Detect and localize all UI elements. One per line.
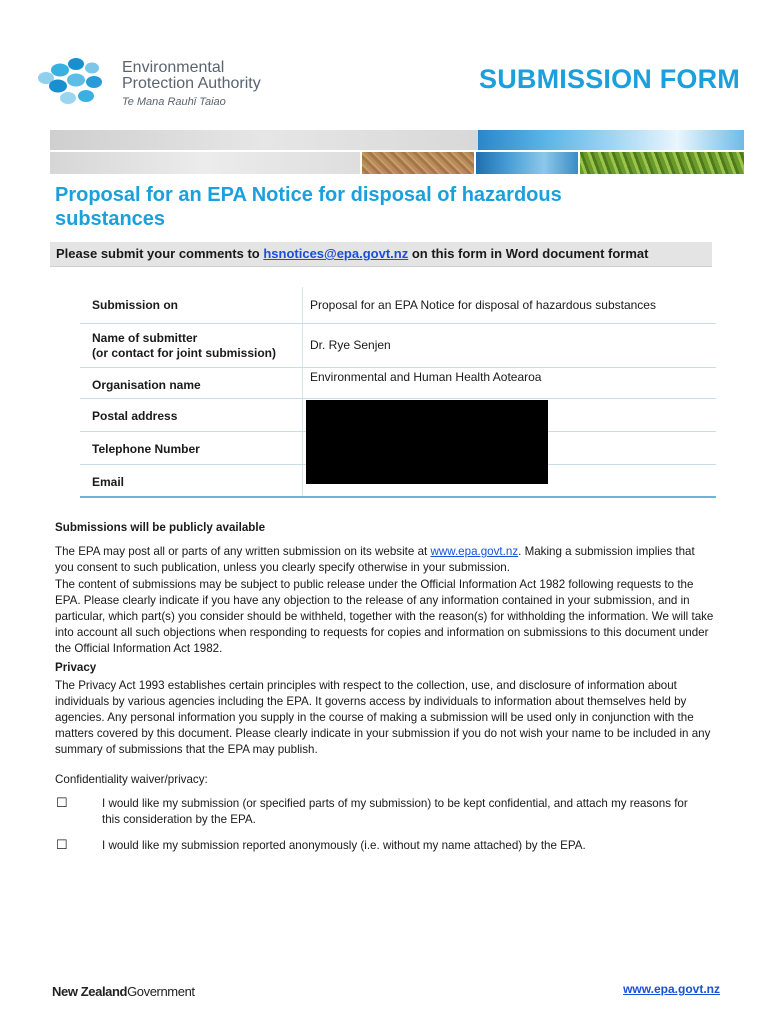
banner-band-bottom <box>50 152 360 174</box>
epa-website-link[interactable]: www.epa.govt.nz <box>430 545 519 558</box>
document-title: Proposal for an EPA Notice for disposal of hazardous substances <box>55 184 562 230</box>
submit-instruction <box>56 246 648 261</box>
value-submission-on[interactable]: Proposal for an EPA Notice for disposal of hazardous substances <box>310 298 656 312</box>
label-submitter-line2: (or contact for joint submission) <box>92 346 277 360</box>
table-row-submitter <box>80 324 716 368</box>
table-row-organisation <box>80 368 716 399</box>
waiver-label: Confidentiality waiver/privacy: <box>55 773 208 786</box>
epa-logo-icon <box>36 56 108 110</box>
form-title: SUBMISSION FORM <box>478 64 740 94</box>
banner-water-image <box>476 152 578 174</box>
banner-fern-image <box>580 152 744 174</box>
anonymous-option-text: I would like my submission reported anonymously (i.e. without my name attached) by the EPA. <box>102 839 586 852</box>
public-p1-pre: The EPA may post all or parts of any written submission on its website at <box>55 545 431 558</box>
org-name-line2: Protection Authority <box>122 75 261 92</box>
table-row-submission-on <box>80 287 716 324</box>
public-paragraph-1 <box>55 544 715 576</box>
public-heading: Submissions will be publicly available <box>55 521 266 534</box>
banner-band-top <box>50 130 478 150</box>
label-organisation: Organisation name <box>92 378 201 392</box>
privacy-paragraph: The Privacy Act 1993 establishes certain principles with respect to the collection, use, and disclosure of information about individuals by various agencies including the EPA. It governs access by individuals to information about themselves held by agencies. Any personal information you supply in the course of making a submission will be used only in conjunction with the matters covered by this document. Please clearly indicate in your submission if you do not wish your name to be included in any summary of submissions that the EPA may publish. <box>55 679 711 756</box>
confidential-checkbox[interactable]: ☐ <box>56 795 68 810</box>
public-p1-post: . Making a submission implies that you consent to such publication, unless you clearly specify otherwise in your submission. <box>55 545 695 574</box>
label-email: Email <box>92 475 125 489</box>
confidential-option-text: I would like my submission (or specified parts of my submission) to be kept confidential, and attach my reasons for this consideration by the EPA. <box>102 797 688 826</box>
nz-gov-text-1: New Zealand <box>52 984 128 999</box>
value-submitter[interactable]: Dr. Rye Senjen <box>310 338 391 352</box>
label-submitter-line1: Name of submitter <box>92 331 198 345</box>
privacy-heading: Privacy <box>55 661 97 674</box>
label-telephone: Telephone Number <box>92 442 200 456</box>
public-paragraph-2: The content of submissions may be subject to public release under the Official Information Act 1982 following requests to the EPA. Please clearly indicate if you have any objection to the release of any information contained in your submission, and in particular, which part(s) you consider should be withheld, together with the reason(s) for withholding the information. We will take into account all such objections when responding to requests for copies and information on submissions to this document under the Official Information Act 1982. <box>55 578 714 655</box>
label-submitter <box>92 331 276 361</box>
label-submission-on: Submission on <box>92 298 179 312</box>
nz-government-logo <box>52 984 195 999</box>
table-bottom-border <box>80 496 716 498</box>
org-name-line1: Environmental <box>122 59 225 76</box>
label-postal-address: Postal address <box>92 409 178 423</box>
value-organisation[interactable]: Environmental and Human Health Aotearoa <box>310 370 542 384</box>
submit-instruction-pre: Please submit your comments to <box>56 246 264 261</box>
submit-instruction-post: on this form in Word document format <box>408 246 649 261</box>
nz-gov-text-2: Government <box>127 984 195 999</box>
banner-sky-image <box>478 130 744 150</box>
redaction-block <box>306 400 548 484</box>
organisation-name <box>122 60 261 110</box>
submit-email-link[interactable]: hsnotices@epa.govt.nz <box>263 246 409 261</box>
anonymous-checkbox[interactable]: ☐ <box>56 837 68 852</box>
org-maori-name: Te Mana Rauhī Taiao <box>122 96 226 108</box>
footer-website-link[interactable]: www.epa.govt.nz <box>623 982 720 996</box>
banner-sand-image <box>362 152 474 174</box>
